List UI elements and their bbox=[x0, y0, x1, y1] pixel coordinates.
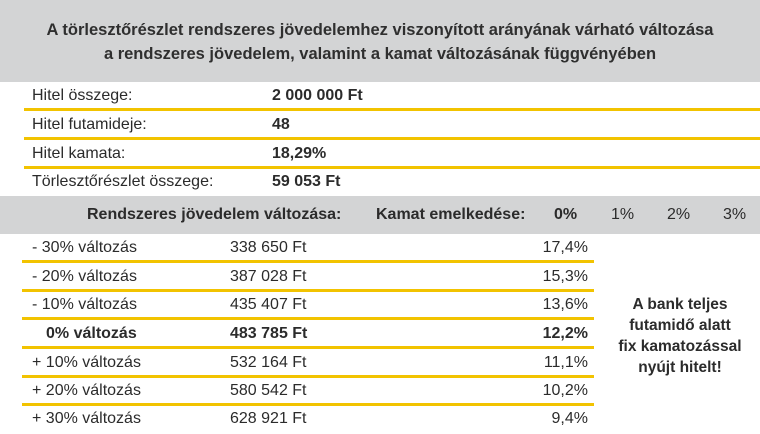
rate-column-2: 2% bbox=[667, 206, 691, 223]
change-cell: 0% változás bbox=[46, 325, 137, 342]
table-row bbox=[22, 263, 594, 292]
ratio-cell: 12,2% bbox=[542, 325, 588, 342]
column-header-bar bbox=[0, 196, 760, 234]
income-cell: 580 542 Ft bbox=[230, 382, 307, 399]
info-label: Törlesztőrészlet összege: bbox=[32, 173, 214, 190]
info-row-interest-rate bbox=[24, 140, 760, 169]
ratio-cell: 10,2% bbox=[542, 382, 588, 399]
income-change-header: Rendszeres jövedelem változása: bbox=[87, 206, 342, 223]
note-line: nyújt hitelt! bbox=[638, 359, 722, 376]
table-row bbox=[22, 234, 594, 263]
note-line: fix kamatozással bbox=[618, 338, 742, 355]
rate-increase-header: Kamat emelkedése: bbox=[376, 206, 526, 223]
change-cell: - 10% változás bbox=[32, 296, 137, 313]
change-cell: - 30% változás bbox=[32, 239, 137, 256]
fixed-rate-note bbox=[600, 294, 760, 378]
title-line-1: A törlesztőrészlet rendszeres jövedelemhez viszonyított arányának várható változása bbox=[46, 21, 714, 39]
info-value: 59 053 Ft bbox=[272, 173, 341, 190]
info-row-loan-term bbox=[24, 111, 760, 140]
info-label: Hitel kamata: bbox=[32, 145, 126, 162]
rate-column-0: 0% bbox=[554, 206, 578, 223]
table-row bbox=[22, 349, 594, 378]
income-cell: 435 407 Ft bbox=[230, 296, 307, 313]
table-row bbox=[22, 291, 594, 320]
info-label: Hitel futamideje: bbox=[32, 116, 147, 133]
ratio-cell: 15,3% bbox=[542, 268, 588, 285]
change-cell: + 10% változás bbox=[32, 354, 141, 371]
ratio-cell: 9,4% bbox=[551, 410, 588, 427]
note-line: futamidő alatt bbox=[629, 317, 731, 334]
ratio-cell: 17,4% bbox=[542, 239, 588, 256]
income-cell: 483 785 Ft bbox=[230, 325, 308, 342]
change-cell: + 20% változás bbox=[32, 382, 141, 399]
info-row-installment bbox=[24, 168, 760, 197]
ratio-cell: 11,1% bbox=[543, 354, 588, 371]
info-value: 18,29% bbox=[272, 145, 327, 162]
rate-column-1: 1% bbox=[611, 206, 635, 223]
info-label: Hitel összege: bbox=[32, 87, 133, 104]
change-cell: + 30% változás bbox=[32, 410, 141, 427]
info-row-loan-amount bbox=[24, 82, 760, 111]
change-cell: - 20% változás bbox=[32, 268, 137, 285]
info-value: 48 bbox=[272, 116, 290, 133]
table-row-baseline bbox=[22, 320, 594, 349]
income-cell: 387 028 Ft bbox=[230, 268, 307, 285]
page-title bbox=[0, 0, 760, 82]
income-cell: 532 164 Ft bbox=[230, 354, 307, 371]
table-row bbox=[22, 377, 594, 406]
income-cell: 338 650 Ft bbox=[230, 239, 307, 256]
rate-column-3: 3% bbox=[723, 206, 747, 223]
note-line: A bank teljes bbox=[632, 296, 728, 313]
ratio-cell: 13,6% bbox=[542, 296, 588, 313]
title-line-2: a rendszeres jövedelem, valamint a kamat változásának függvényében bbox=[103, 45, 657, 63]
info-value: 2 000 000 Ft bbox=[272, 87, 363, 104]
income-cell: 628 921 Ft bbox=[230, 410, 307, 427]
